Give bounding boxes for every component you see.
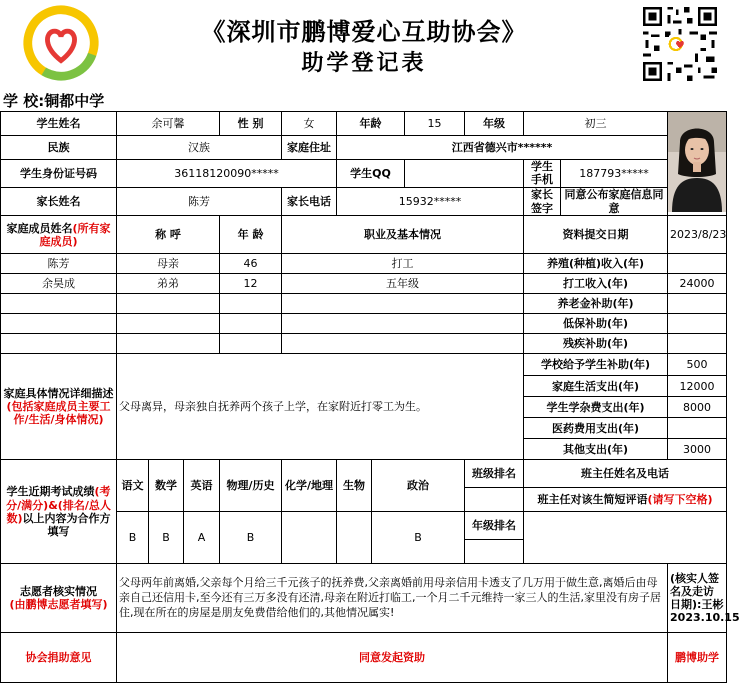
scores-label-extra: 以上内容为合作方填写 xyxy=(22,511,111,538)
expense-value: 8000 xyxy=(668,397,727,418)
submit-date-value: 2023/8/23 xyxy=(668,216,727,254)
volunteer-label-note: (由鹏博志愿者填写) xyxy=(9,598,108,612)
volunteer-label xyxy=(1,564,117,633)
grade-value: 初三 xyxy=(524,112,668,136)
member-job-empty xyxy=(282,294,524,314)
expense-label: 学校给予学生补助(年) xyxy=(524,354,668,376)
gender-value: 女 xyxy=(282,112,337,136)
member-relation-empty xyxy=(117,334,220,354)
scores-label-note: (考分/满分)&(排名/总人数) xyxy=(6,485,111,525)
submit-date-label: 资料提交日期 xyxy=(524,216,668,254)
expense-label: 学生学杂费支出(年) xyxy=(524,397,668,418)
parent-phone-label: 家长电话 xyxy=(282,187,337,215)
situation-label-note: (包括家庭成员主要工作/生活/身体情况) xyxy=(6,400,111,427)
expense-label: 医药费用支出(年) xyxy=(524,418,668,439)
subject-header: 英语 xyxy=(184,460,220,512)
volunteer-signature: (核实人签名及走访日期):王彬2023.10.15 xyxy=(668,564,727,633)
member-age-empty xyxy=(220,334,282,354)
school-value: 铜都中学 xyxy=(44,92,105,110)
income-label: 打工收入(年) xyxy=(524,274,668,294)
form-header xyxy=(0,0,728,88)
teacher-contact-label: 班主任姓名及电话 xyxy=(524,460,727,488)
expense-value: 3000 xyxy=(668,439,727,460)
parent-name-label: 家长姓名 xyxy=(1,187,117,215)
member-job-empty xyxy=(282,314,524,334)
ethnicity-value: 汉族 xyxy=(117,135,282,159)
situation-label-main: 家庭具体情况详细描述 xyxy=(3,386,114,400)
member-relation-empty xyxy=(117,314,220,334)
member-name-empty xyxy=(1,334,117,354)
class-rank-label: 班级排名 xyxy=(465,460,524,488)
title-line-2: 助学登记表 xyxy=(301,50,427,76)
teacher-comment-value xyxy=(524,512,727,564)
teacher-comment-note: (请写下空格) xyxy=(647,493,713,507)
student-name-value: 余可馨 xyxy=(117,112,220,136)
age-header: 年 龄 xyxy=(220,216,282,254)
student-photo xyxy=(668,112,727,216)
subject-header: 化学/地理 xyxy=(282,460,337,512)
teacher-comment-label xyxy=(524,488,727,512)
member-relation: 母亲 xyxy=(117,254,220,274)
member-name: 余昊成 xyxy=(1,274,117,294)
income-value xyxy=(668,314,727,334)
subject-header: 物理/历史 xyxy=(220,460,282,512)
subject-score: B xyxy=(149,512,184,564)
income-label: 养殖(种植)收入(年) xyxy=(524,254,668,274)
donation-opinion-label: 协会捐助意见 xyxy=(1,633,117,683)
registration-form-table xyxy=(0,111,740,683)
expense-value: 500 xyxy=(668,354,727,376)
subject-score: B xyxy=(372,512,465,564)
income-value: 24000 xyxy=(668,274,727,294)
expense-value: 12000 xyxy=(668,376,727,397)
grade-rank-label: 年级排名 xyxy=(465,512,524,540)
scores-label xyxy=(1,460,117,564)
grade-rank-value xyxy=(465,540,524,564)
age-value: 15 xyxy=(405,112,465,136)
subject-header: 生物 xyxy=(337,460,372,512)
qr-code-icon xyxy=(640,4,720,84)
student-name-label: 学生姓名 xyxy=(1,112,117,136)
member-age-empty xyxy=(220,294,282,314)
donation-opinion-value: 同意发起资助 xyxy=(117,633,668,683)
member-name-empty xyxy=(1,314,117,334)
subject-header: 政治 xyxy=(372,460,465,512)
relation-header: 称 呼 xyxy=(117,216,220,254)
student-id-value: 36118120090***** xyxy=(117,159,337,187)
member-job-empty xyxy=(282,334,524,354)
family-header-note: (所有家庭成员) xyxy=(39,221,111,248)
income-label: 低保补助(年) xyxy=(524,314,668,334)
family-header-text: 家庭成员姓名 xyxy=(6,221,73,235)
subject-score: A xyxy=(184,512,220,564)
member-age: 12 xyxy=(220,274,282,294)
teacher-comment-text: 班主任对该生简短评语 xyxy=(537,493,648,507)
subject-header: 语文 xyxy=(117,460,149,512)
income-value xyxy=(668,294,727,314)
volunteer-label-main: 志愿者核实情况 xyxy=(20,585,97,598)
subject-score xyxy=(282,512,337,564)
member-job: 打工 xyxy=(282,254,524,274)
address-value: 江西省德兴市****** xyxy=(337,135,668,159)
family-header-label xyxy=(1,216,117,254)
member-name-empty xyxy=(1,294,117,314)
situation-text: 父母离异，母亲独自抚养两个孩子上学，在家附近打零工为生。 xyxy=(117,354,524,460)
member-name: 陈芳 xyxy=(1,254,117,274)
grade-label: 年级 xyxy=(465,112,524,136)
scores-label-main: 学生近期考试成绩 xyxy=(6,485,95,499)
income-value xyxy=(668,334,727,354)
gender-label: 性 别 xyxy=(220,112,282,136)
consent-text: 同意公布家庭信息同意 xyxy=(561,187,668,215)
title-line-1: 《深圳市鹏博爱心互助协会》 xyxy=(201,17,527,46)
member-age: 46 xyxy=(220,254,282,274)
class-rank-value xyxy=(465,488,524,512)
student-qq-value xyxy=(405,159,524,187)
subject-header: 数学 xyxy=(149,460,184,512)
member-age-empty xyxy=(220,314,282,334)
brand-text: 鹏博助学 xyxy=(668,633,727,683)
income-label: 养老金补助(年) xyxy=(524,294,668,314)
parent-sign-label: 家长签字 xyxy=(524,187,561,215)
subject-score: B xyxy=(117,512,149,564)
school-label: 学 校: xyxy=(3,92,45,110)
student-photo-image xyxy=(668,112,726,212)
age-label: 年龄 xyxy=(337,112,405,136)
parent-name-value: 陈芳 xyxy=(117,187,282,215)
job-header: 职业及基本情况 xyxy=(282,216,524,254)
student-phone-label: 学生手机 xyxy=(524,159,561,187)
ethnicity-label: 民族 xyxy=(1,135,117,159)
situation-label xyxy=(1,354,117,460)
expense-label: 其他支出(年) xyxy=(524,439,668,460)
income-label: 残疾补助(年) xyxy=(524,334,668,354)
school-line xyxy=(3,90,104,111)
parent-phone-value: 15932***** xyxy=(337,187,524,215)
student-phone-value: 187793***** xyxy=(561,159,668,187)
subject-score: B xyxy=(220,512,282,564)
member-job: 五年级 xyxy=(282,274,524,294)
volunteer-text: 父母两年前离婚,父亲每个月给三千元孩子的抚养费,父亲离婚前用母亲信用卡透支了几万用于做生意,离婚后由母亲自己还信用卡,至今还有三万多没有还清,母亲在附近打临工,一个月二千元维持一家三人的生活,家里没有房子居住,现在所在的房屋是朋友免费借给他们的,其他情况属实! xyxy=(117,564,668,633)
subject-score xyxy=(337,512,372,564)
expense-label: 家庭生活支出(年) xyxy=(524,376,668,397)
address-label: 家庭住址 xyxy=(282,135,337,159)
student-id-label: 学生身份证号码 xyxy=(1,159,117,187)
student-qq-label: 学生QQ xyxy=(337,159,405,187)
expense-value xyxy=(668,418,727,439)
income-value xyxy=(668,254,727,274)
member-relation: 弟弟 xyxy=(117,274,220,294)
member-relation-empty xyxy=(117,294,220,314)
